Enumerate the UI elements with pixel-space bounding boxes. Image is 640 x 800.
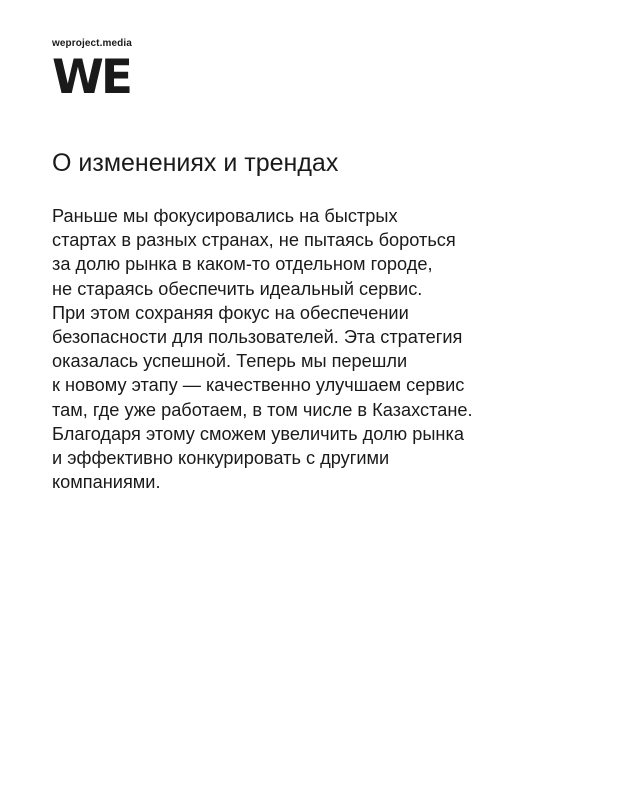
body-line: стартах в разных странах, не пытаясь бороться [52,230,456,251]
body-line: и эффективно конкурировать с другими [52,448,390,469]
brand-block [52,38,132,105]
body-line: оказалась успешной. Теперь мы перешли [52,351,408,372]
article-title: О изменениях и трендах [52,149,339,177]
site-name: weproject.media [52,38,132,49]
body-line: Благодаря этому сможем увеличить долю рынка [52,423,464,444]
body-line: за долю рынка в каком-то отдельном городе, [52,254,433,275]
we-logo: WE [52,50,130,105]
body-line: безопасности для пользователей. Эта стратегия [52,327,463,348]
body-line: к новому этапу — качественно улучшаем сервис [52,375,465,396]
body-line: При этом сохраняя фокус на обеспечении [52,302,409,323]
body-line: не стараясь обеспечить идеальный сервис. [52,278,423,299]
article-body [52,204,572,494]
body-line: компаниями. [52,472,161,493]
body-line: Раньше мы фокусировались на быстрых [52,206,398,226]
body-line: там, где уже работаем, в том числе в Казахстане. [52,399,473,420]
